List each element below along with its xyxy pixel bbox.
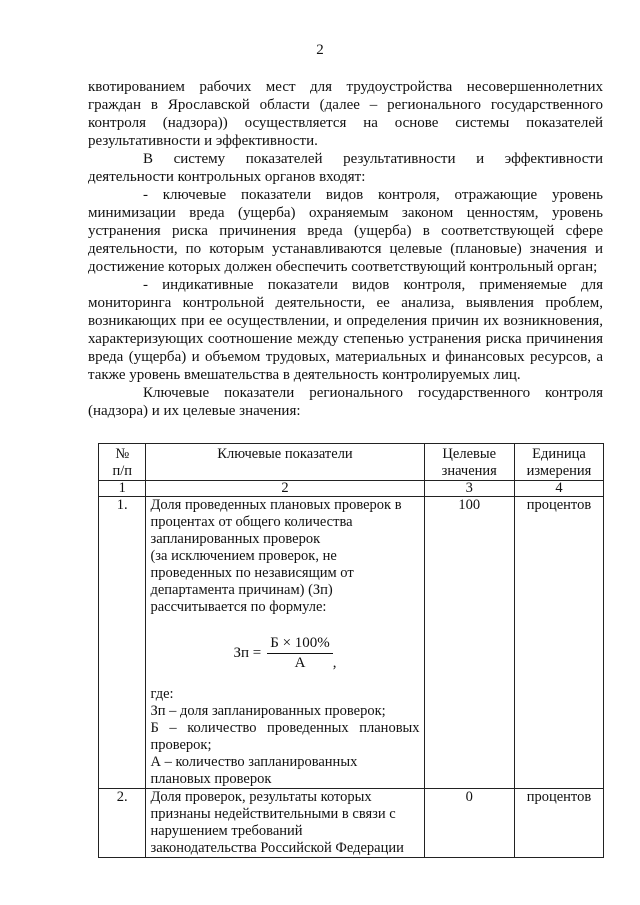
indicator-description: Доля проверок, результаты которых признаны недействительными в связи с нарушением требований законодательства Российской Федерации xyxy=(146,789,424,858)
unit-value: процентов xyxy=(514,789,603,858)
paragraph-key-indicators: - ключевые показатели видов контроля, отражающие уровень минимизации вреда (ущерба) охраняемым законом ценностям, уровень устранения риска причинения вреда (ущерба) в соответствующей сфере деятельности, по которым устанавливаются целевые (плановые) значения и достижение которых должен обеспечить соответствующий контрольный орган; xyxy=(88,187,603,275)
column-number: 3 xyxy=(424,481,514,497)
formula-lhs: Зп = xyxy=(233,645,262,661)
indicator-description: Доля проведенных плановых проверок в процентах от общего количества запланированных проверок (за исключением проверок, не проведенных по независящим от департамента причинам) (Зп) рассчитывается по формуле: Зп = $\frac{Б \times 100\%}{А}$ , где: Зп – доля запланированных проверок; Б – количество проведенных плановых проверок; А – количество запланированных плановых проверок xyxy=(146,497,424,789)
formula xyxy=(150,635,419,672)
table-row xyxy=(99,789,604,858)
row-number: 2. xyxy=(99,789,146,858)
header-target-values: Целевые значения xyxy=(424,444,514,481)
unit-value: процентов xyxy=(514,497,603,789)
formula-tail: , xyxy=(332,655,337,671)
paragraph-indicative-indicators: - индикативные показатели видов контроля, применяемые для мониторинга контрольной деятельности, ее анализа, выявления проблем, возникающих при ее осуществлении, и определения причин их возникновения, характеризующих соотношение между степенью устранения риска причинения вреда (ущерба) и объемом трудовых, материальных и финансовых ресурсов, а также уровень вмешательства в деятельность контролируемых лиц. xyxy=(88,277,604,383)
column-number-row xyxy=(99,481,604,497)
column-number: 2 xyxy=(146,481,424,497)
formula-denominator: А xyxy=(294,655,306,671)
target-value: 100 xyxy=(424,497,514,789)
key-indicators-table xyxy=(98,443,604,858)
header-indicators: Ключевые показатели xyxy=(146,444,424,481)
body-text xyxy=(88,78,603,420)
header-unit: Единица измерения xyxy=(514,444,603,481)
paragraph-continuation: квотированием рабочих мест для трудоустройства несовершеннолетних граждан в Ярославской области (далее – регионального государственного контроля (надзора)) осуществляется на основе системы показателей результативности и эффективности. xyxy=(88,79,603,149)
column-number: 1 xyxy=(99,481,146,497)
paragraph-table-intro: Ключевые показатели регионального государственного контроля (надзора) и их целевые значения: xyxy=(88,385,603,419)
table-row xyxy=(99,497,604,789)
row-number: 1. xyxy=(99,497,146,789)
header-number: № п/п xyxy=(99,444,146,481)
page-number: 2 xyxy=(316,42,324,58)
formula-fraction xyxy=(267,635,333,672)
target-value: 0 xyxy=(424,789,514,858)
table-header-row xyxy=(99,444,604,481)
formula-numerator: Б × 100% xyxy=(267,635,333,654)
paragraph-system-intro: В систему показателей результативности и эффективности деятельности контрольных органов входят: xyxy=(88,151,603,185)
column-number: 4 xyxy=(514,481,603,497)
